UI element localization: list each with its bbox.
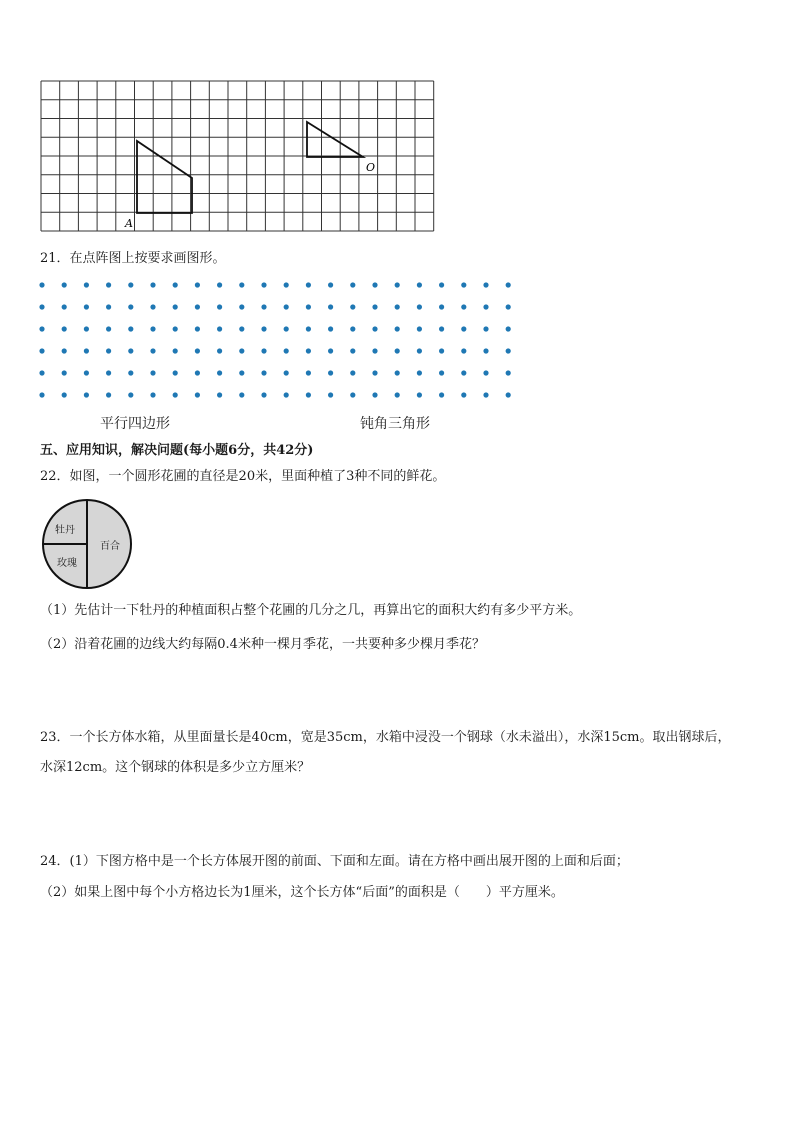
grid-dot [62, 348, 67, 353]
grid-dot [284, 304, 289, 309]
grid-dot [417, 304, 422, 309]
grid-dot [506, 348, 511, 353]
grid-dot [461, 304, 466, 309]
grid-dot [195, 282, 200, 287]
grid-dot [395, 370, 400, 375]
grid-dot [395, 282, 400, 287]
grid-dot [128, 282, 133, 287]
question-22-sub-2: （2）沿着花圃的边线大约每隔0.4米种一棵月季花，一共要种多少棵月季花？ [40, 637, 485, 652]
grid-dot [39, 348, 44, 353]
grid-dot [439, 326, 444, 331]
grid-dot [84, 392, 89, 397]
grid-dot [128, 326, 133, 331]
grid-dot [239, 370, 244, 375]
grid-dot [150, 370, 155, 375]
trapezoid-shape [137, 141, 192, 213]
question-23-line-2: 水深12cm。这个钢球的体积是多少立方厘米？ [40, 760, 311, 775]
grid-dot [372, 282, 377, 287]
grid-dot [461, 282, 466, 287]
grid-dot [483, 348, 488, 353]
grid-dot [195, 392, 200, 397]
grid-dot [417, 370, 422, 375]
grid-dot [506, 392, 511, 397]
grid-dot [350, 282, 355, 287]
grid-dot [62, 392, 67, 397]
grid-dot [39, 392, 44, 397]
grid-dot [239, 392, 244, 397]
grid-dot [461, 370, 466, 375]
grid-dot [417, 282, 422, 287]
grid-dot [284, 392, 289, 397]
pie-label-rose: 玫瑰 [57, 558, 77, 569]
question-24-sub-1: 24．(1）下图方格中是一个长方体展开图的前面、下面和左面。请在方格中画出展开图的上面和后面； [40, 854, 629, 869]
grid-dot [239, 282, 244, 287]
grid-dot [150, 348, 155, 353]
grid-dot [217, 282, 222, 287]
grid-dot [506, 370, 511, 375]
grid-dot [239, 348, 244, 353]
grid-dot [239, 304, 244, 309]
grid-dot [217, 326, 222, 331]
parallelogram-label: 平行四边形 [100, 416, 170, 432]
grid-dot [328, 326, 333, 331]
grid-dot [128, 348, 133, 353]
grid-dot [261, 370, 266, 375]
obtuse-triangle-label: 钝角三角形 [360, 416, 430, 432]
pie-label-lily: 百合 [100, 541, 120, 552]
grid-dot [439, 304, 444, 309]
grid-dot [106, 348, 111, 353]
grid-dot [106, 326, 111, 331]
grid-dot [261, 348, 266, 353]
question-22: 22．如图，一个圆形花圃的直径是20米，里面种植了3种不同的鲜花。 [40, 469, 446, 484]
grid-dot [150, 282, 155, 287]
grid-dot [39, 304, 44, 309]
section-5-title: 五、应用知识，解决问题(每小题6分，共42分) [40, 443, 314, 458]
grid-dot [217, 348, 222, 353]
grid-dot [106, 392, 111, 397]
grid-dot [439, 392, 444, 397]
grid-dot [62, 326, 67, 331]
grid-dot [62, 304, 67, 309]
flower-bed-pie [40, 498, 136, 592]
grid-dot [417, 326, 422, 331]
grid-dot [195, 326, 200, 331]
grid-dot [483, 282, 488, 287]
pie-label-peony: 牡丹 [55, 525, 75, 536]
grid-dot [350, 326, 355, 331]
grid-dot [306, 370, 311, 375]
grid-dot [328, 348, 333, 353]
grid-dot [461, 326, 466, 331]
grid-dot [173, 348, 178, 353]
grid-dot [84, 304, 89, 309]
grid-dot [62, 282, 67, 287]
grid-dot [84, 326, 89, 331]
grid-dot [483, 392, 488, 397]
grid-dot [439, 282, 444, 287]
grid-dot [306, 392, 311, 397]
grid-dot [306, 348, 311, 353]
grid-dot [328, 370, 333, 375]
grid-dot [506, 326, 511, 331]
grid-dot [39, 282, 44, 287]
grid-dot [62, 370, 67, 375]
grid-dot [461, 392, 466, 397]
grid-dot [306, 282, 311, 287]
grid-dot [261, 304, 266, 309]
grid-dot [217, 370, 222, 375]
grid-dot [483, 326, 488, 331]
grid-dot [483, 304, 488, 309]
grid-dot [106, 304, 111, 309]
grid-dot [106, 282, 111, 287]
grid-dot [261, 326, 266, 331]
grid-dot [173, 326, 178, 331]
grid-dot [150, 326, 155, 331]
question-21: 21．在点阵图上按要求画图形。 [40, 251, 226, 266]
grid-dot [261, 282, 266, 287]
grid-dot [84, 370, 89, 375]
grid-dot [173, 370, 178, 375]
grid-dot [195, 348, 200, 353]
grid-dot [284, 370, 289, 375]
grid-dot [284, 282, 289, 287]
grid-dot [350, 304, 355, 309]
grid-dot [483, 370, 488, 375]
grid-dot [284, 326, 289, 331]
question-24-sub-2: （2）如果上图中每个小方格边长为1厘米，这个长方体“后面”的面积是（ ）平方厘米。 [40, 885, 564, 900]
grid-dot [350, 392, 355, 397]
grid-dot [461, 348, 466, 353]
grid-dot [328, 282, 333, 287]
grid-dot [417, 348, 422, 353]
grid-dot [350, 348, 355, 353]
grid-dot [306, 326, 311, 331]
question-23-line-1: 23．一个长方体水箱，从里面量长是40cm，宽是35cm，水箱中浸没一个钢球（水未溢出），水深15cm。取出钢球后， [40, 730, 731, 745]
grid-dot [173, 392, 178, 397]
grid-dot [150, 392, 155, 397]
grid-dot [506, 304, 511, 309]
grid-dot [106, 370, 111, 375]
grid-dot [239, 326, 244, 331]
grid-dot [173, 304, 178, 309]
grid-dot [372, 392, 377, 397]
grid-dot [372, 304, 377, 309]
grid-dot [306, 304, 311, 309]
grid-dot [328, 304, 333, 309]
grid-dot [395, 348, 400, 353]
grid-dot [84, 282, 89, 287]
grid-dot [39, 326, 44, 331]
question-22-sub-1: （1）先估计一下牡丹的种植面积占整个花圃的几分之几，再算出它的面积大约有多少平方米。 [40, 603, 582, 618]
grid-dot [372, 370, 377, 375]
square-grid-figure [40, 80, 442, 238]
grid-dot [195, 370, 200, 375]
grid-dot [128, 370, 133, 375]
grid-dot [328, 392, 333, 397]
grid-dot [217, 304, 222, 309]
grid-dot [439, 370, 444, 375]
grid-dot [150, 304, 155, 309]
grid-dot [506, 282, 511, 287]
grid-dot [173, 282, 178, 287]
grid-dot [372, 326, 377, 331]
grid-dot [350, 370, 355, 375]
grid-dot [439, 348, 444, 353]
grid-dot [84, 348, 89, 353]
grid-dot [284, 348, 289, 353]
grid-dot [261, 392, 266, 397]
grid-dot [128, 392, 133, 397]
grid-dot [128, 304, 133, 309]
grid-dot [372, 348, 377, 353]
grid-dot [395, 326, 400, 331]
grid-dot [217, 392, 222, 397]
grid-dot [395, 304, 400, 309]
point-o-label: O [366, 161, 376, 174]
grid-dot [39, 370, 44, 375]
grid-dot [417, 392, 422, 397]
dot-grid [36, 280, 516, 400]
grid-dot [395, 392, 400, 397]
grid-dot [195, 304, 200, 309]
triangle-shape [307, 122, 363, 157]
point-a-label: A [125, 217, 133, 230]
